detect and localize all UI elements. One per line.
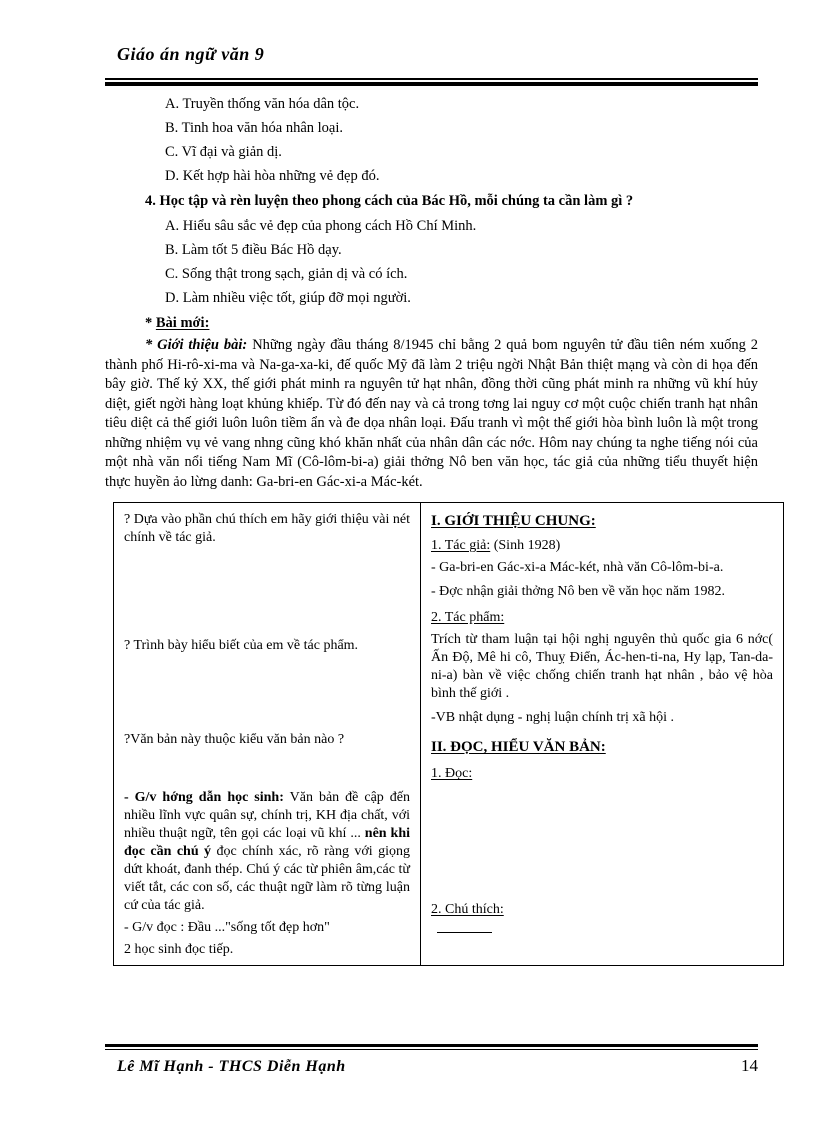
student-reading-line: 2 học sinh đọc tiếp.: [124, 942, 234, 957]
intro-text: Những ngày đầu tháng 8/1945 chỉ bằng 2 quả bom nguyên tử đầu tiên ném xuống 2 thành phố Hi-rô-xi-ma và Na-ga-xa-ki, đế quốc Mỹ đã làm 2 triệu ngời Nhật Bản thiệt mạng và còn di họa đến bây giờ. Thế kỷ XX, thế giới phát minh ra nguyên tử hạt nhân, đồng thời cũng phát minh ra những vũ khí hủy diệt, giết ngời hàng loạt khủng khiếp. Từ đó đến nay và cả trong tơng lai nguy cơ một cuộc chiến tranh hạt nhân tiêu diệt cả thế giới luôn luôn tiềm ẩn và đe dọa nhân loại. Đấu tranh vì một thế giới hòa bình luôn là một trong những nhiệm vụ vẻ vang nhng cũng khó khăn nhất của nhân dân các nớc. Hôm nay chúng ta nghe tiếng nói của một nhà văn nổi tiếng Nam Mĩ (Cô-lôm-bi-a) giải thởng Nô ben văn học, tác giả của những tiểu thuyết hiện thực huyền ảo lừng danh: Ga-bri-en Gác-xi-a Mác-két.: [105, 337, 759, 490]
work-subheading: [431, 609, 773, 627]
author-bullet-2: - Đợc nhận giải thởng Nô ben về văn học năm 1982.: [431, 584, 725, 599]
footer-author: Lê Mĩ Hạnh - THCS Diễn Hạnh: [117, 1058, 346, 1075]
work-label: 2. Tác phẩm:: [431, 610, 505, 625]
quiz-option: B. Làm tốt 5 điều Bác Hồ dạy.: [165, 242, 342, 258]
teacher-question-1: ? Dựa vào phần chú thích em hãy giới thiệu vài nét chính về tác giả.: [124, 512, 410, 545]
asterisk-marker: *: [145, 315, 156, 331]
quiz-option: A. Truyền thống văn hóa dân tộc.: [165, 96, 360, 112]
quiz-option: D. Kết hợp hài hòa những vẻ đẹp đó.: [165, 168, 380, 184]
new-lesson-heading: [145, 312, 758, 334]
reading-label: 1. Đọc:: [431, 766, 473, 781]
question-4-options: [105, 216, 758, 308]
notes-label: 2. Chú thích:: [431, 902, 504, 917]
text-type-line: -VB nhật dụng - nghị luận chính trị xã hội .: [431, 710, 675, 725]
header-title: Giáo án ngữ văn 9: [117, 44, 265, 64]
author-label: 1. Tác giả:: [431, 538, 491, 553]
work-description: Trích từ tham luận tại hội nghị nguyên thủ quốc gia 6 nớc( Ấn Độ, Mê hi cô, Thuỵ Điển, Ác-hen-ti-na, Hy lạp, Tan-da-ni-a) bàn về việc chống chiến tranh hạt nhân , bảo vệ hòa bình thế giới .: [431, 632, 773, 701]
teacher-question-3: ?Văn bản này thuộc kiểu văn bản nào ?: [124, 732, 345, 747]
table-row: [114, 503, 784, 966]
question-3-options: [105, 94, 758, 186]
lesson-activity-table: [113, 502, 784, 966]
guide-text: Văn bản đề cập đến nhiều lĩnh vực quân sự, chính trị, KH địa chất, với nhiều thuật ngữ, tên gọi các loại vũ khí ...: [124, 790, 411, 841]
teacher-reading-line: - G/v đọc : Đầu ..."sống tốt đẹp hơn": [124, 920, 330, 935]
reading-guide-paragraph: [124, 789, 410, 915]
notes-subheading: [431, 901, 773, 919]
quiz-option: B. Tinh hoa văn hóa nhân loại.: [165, 120, 344, 136]
quiz-option: A. Hiểu sâu sắc vẻ đẹp của phong cách Hồ Chí Minh.: [165, 218, 477, 234]
new-lesson-label: Bài mới:: [155, 315, 210, 331]
author-birth: (Sinh 1928): [490, 538, 561, 553]
author-subheading: [431, 537, 773, 555]
header-rule: [105, 78, 758, 86]
question-4-heading: 4. Học tập và rèn luyện theo phong cách của Bác Hồ, mỗi chúng ta cần làm gì ?: [145, 193, 634, 209]
quiz-option: C. Vĩ đại và giản dị.: [165, 144, 282, 160]
page-number: 14: [741, 1056, 758, 1075]
reading-subheading: [431, 765, 773, 783]
teacher-activity-cell: [114, 503, 421, 966]
lesson-content-cell: [421, 503, 784, 966]
section-1-heading: I. GIỚI THIỆU CHUNG:: [431, 513, 596, 529]
section-2-heading: II. ĐỌC, HIỂU VĂN BẢN:: [431, 739, 606, 755]
notes-stub-line: [437, 931, 492, 933]
footer-rule: [105, 1044, 758, 1050]
quiz-option: D. Làm nhiều việc tốt, giúp đỡ mọi người.: [165, 290, 411, 306]
intro-lead-label: * Giới thiệu bài:: [145, 337, 253, 353]
guide-text-2: đọc chính xác, rõ ràng với giọng dứt khoát, đanh thép. Chú ý các từ phiên âm,các từ viết tắt, các con số, các thuật ngữ làm rõ từng luận cứ của tác giả.: [124, 844, 410, 913]
author-bullet-1: - Ga-bri-en Gác-xi-a Mác-két, nhà văn Cô-lôm-bi-a.: [431, 560, 724, 575]
page-header: [105, 42, 758, 86]
guide-lead-bold: - G/v hớng dẫn học sinh:: [124, 790, 284, 805]
guide-emphasis-bold: nên khi đọc cần chú ý: [124, 826, 411, 859]
footer-row: [105, 1056, 758, 1076]
page-footer: [105, 1044, 758, 1076]
teacher-question-2: ? Trình bày hiểu biết của em về tác phẩm.: [124, 638, 359, 653]
quiz-option: C. Sống thật trong sạch, giản dị và có ích.: [165, 266, 408, 282]
lesson-intro-paragraph: [105, 336, 758, 492]
